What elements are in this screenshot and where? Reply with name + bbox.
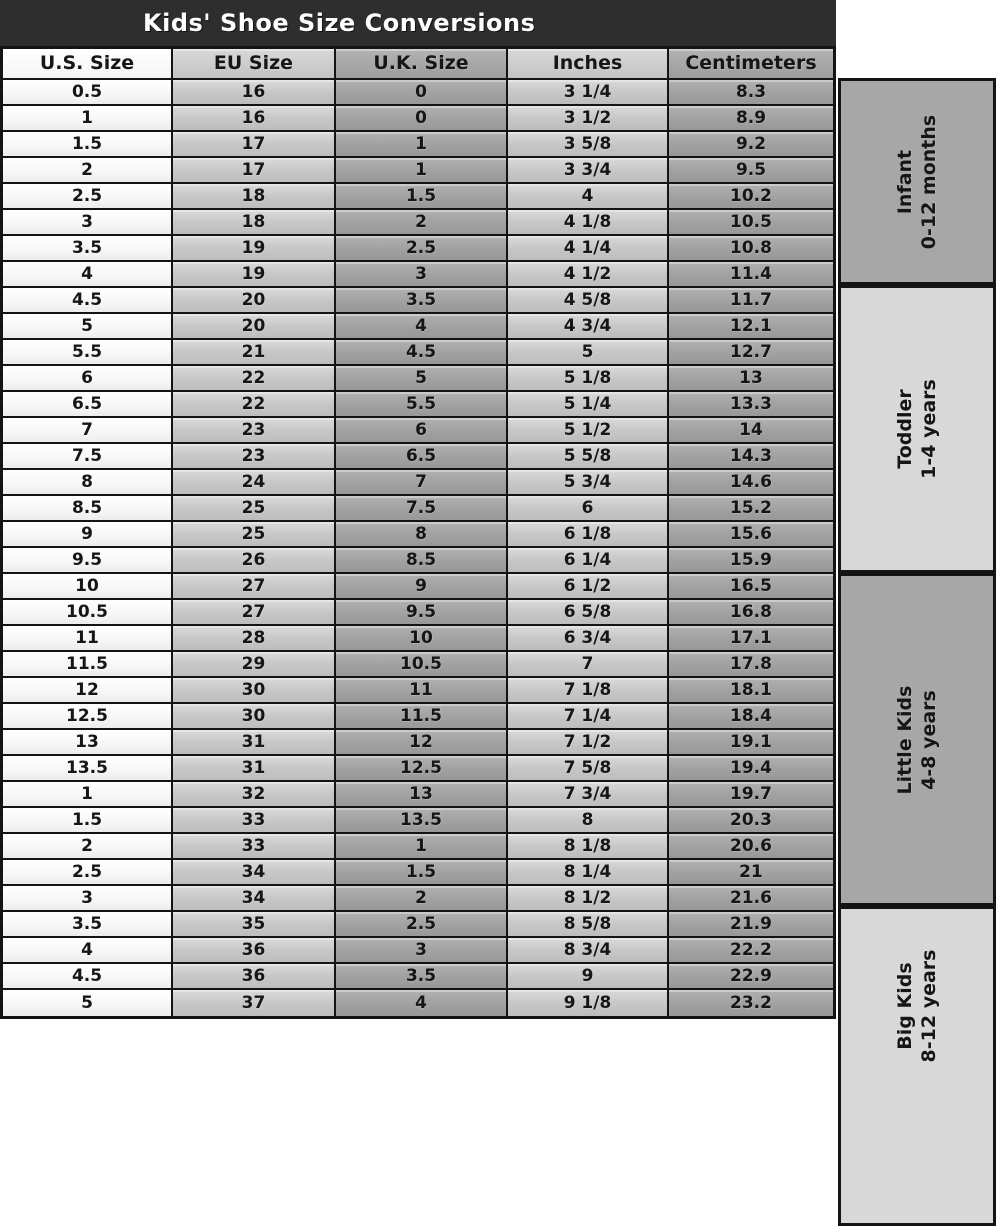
cell-inches: 5 1/4 <box>508 392 669 418</box>
table-row <box>3 444 833 470</box>
cell-eu-size: 19 <box>173 262 336 288</box>
cell-eu-size: 19 <box>173 236 336 262</box>
cell-centimeters: 22.9 <box>669 964 833 990</box>
cell-eu-size: 22 <box>173 366 336 392</box>
cell-uk-size: 4 <box>336 314 508 340</box>
cell-eu-size: 23 <box>173 444 336 470</box>
cell-eu-size: 25 <box>173 496 336 522</box>
cell-eu-size: 36 <box>173 938 336 964</box>
cell-us-size: 4.5 <box>3 288 173 314</box>
cell-eu-size: 21 <box>173 340 336 366</box>
cell-centimeters: 11.4 <box>669 262 833 288</box>
cell-eu-size: 35 <box>173 912 336 938</box>
cell-inches: 4 1/2 <box>508 262 669 288</box>
cell-centimeters: 17.8 <box>669 652 833 678</box>
cell-eu-size: 30 <box>173 704 336 730</box>
cell-eu-size: 37 <box>173 990 336 1016</box>
cell-eu-size: 29 <box>173 652 336 678</box>
age-group-range: 8-12 years <box>918 949 940 1063</box>
cell-centimeters: 12.1 <box>669 314 833 340</box>
table-row <box>3 314 833 340</box>
cell-eu-size: 34 <box>173 886 336 912</box>
cell-us-size: 11.5 <box>3 652 173 678</box>
column-header-eu-size: EU Size <box>173 49 336 80</box>
cell-centimeters: 15.9 <box>669 548 833 574</box>
cell-inches: 5 5/8 <box>508 444 669 470</box>
table-row <box>3 132 833 158</box>
cell-us-size: 11 <box>3 626 173 652</box>
cell-us-size: 6 <box>3 366 173 392</box>
cell-uk-size: 3 <box>336 938 508 964</box>
cell-inches: 8 5/8 <box>508 912 669 938</box>
cell-inches: 9 <box>508 964 669 990</box>
age-group-label <box>893 279 941 579</box>
cell-inches: 6 <box>508 496 669 522</box>
column-header-uk-size: U.K. Size <box>336 49 508 80</box>
table-row <box>3 808 833 834</box>
column-header-inches: Inches <box>508 49 669 80</box>
cell-uk-size: 4 <box>336 990 508 1016</box>
cell-inches: 5 3/4 <box>508 470 669 496</box>
table-row <box>3 964 833 990</box>
cell-inches: 3 1/2 <box>508 106 669 132</box>
cell-eu-size: 18 <box>173 210 336 236</box>
cell-us-size: 12.5 <box>3 704 173 730</box>
cell-uk-size: 13.5 <box>336 808 508 834</box>
cell-centimeters: 21.6 <box>669 886 833 912</box>
cell-us-size: 1.5 <box>3 808 173 834</box>
cell-centimeters: 14.3 <box>669 444 833 470</box>
table-row <box>3 782 833 808</box>
table-row <box>3 210 833 236</box>
cell-eu-size: 17 <box>173 132 336 158</box>
cell-inches: 7 1/2 <box>508 730 669 756</box>
cell-uk-size: 8 <box>336 522 508 548</box>
table-row <box>3 600 833 626</box>
table-row <box>3 496 833 522</box>
cell-inches: 7 1/8 <box>508 678 669 704</box>
cell-us-size: 12 <box>3 678 173 704</box>
cell-centimeters: 19.1 <box>669 730 833 756</box>
table-row <box>3 80 833 106</box>
cell-eu-size: 16 <box>173 80 336 106</box>
cell-eu-size: 20 <box>173 314 336 340</box>
age-group-name: Toddler <box>894 389 916 469</box>
cell-centimeters: 14 <box>669 418 833 444</box>
age-group-infant <box>838 78 996 285</box>
cell-us-size: 9 <box>3 522 173 548</box>
cell-uk-size: 0 <box>336 106 508 132</box>
table-row <box>3 288 833 314</box>
cell-centimeters: 10.5 <box>669 210 833 236</box>
cell-centimeters: 22.2 <box>669 938 833 964</box>
cell-eu-size: 34 <box>173 860 336 886</box>
age-group-range: 4-8 years <box>918 689 940 790</box>
cell-us-size: 8 <box>3 470 173 496</box>
cell-uk-size: 7.5 <box>336 496 508 522</box>
cell-inches: 6 5/8 <box>508 600 669 626</box>
cell-inches: 6 1/2 <box>508 574 669 600</box>
cell-inches: 5 1/2 <box>508 418 669 444</box>
cell-inches: 8 1/8 <box>508 834 669 860</box>
table-row <box>3 158 833 184</box>
cell-centimeters: 9.2 <box>669 132 833 158</box>
table-row <box>3 704 833 730</box>
age-group-panel <box>836 0 1000 1063</box>
cell-us-size: 10.5 <box>3 600 173 626</box>
cell-uk-size: 5.5 <box>336 392 508 418</box>
cell-inches: 8 1/2 <box>508 886 669 912</box>
cell-inches: 7 3/4 <box>508 782 669 808</box>
table-row <box>3 860 833 886</box>
cell-uk-size: 2 <box>336 210 508 236</box>
title-bar <box>0 0 836 46</box>
cell-uk-size: 1 <box>336 158 508 184</box>
cell-eu-size: 31 <box>173 730 336 756</box>
table-row <box>3 392 833 418</box>
cell-uk-size: 5 <box>336 366 508 392</box>
cell-centimeters: 21 <box>669 860 833 886</box>
cell-centimeters: 14.6 <box>669 470 833 496</box>
cell-us-size: 13.5 <box>3 756 173 782</box>
table-row <box>3 184 833 210</box>
cell-centimeters: 23.2 <box>669 990 833 1016</box>
cell-us-size: 3 <box>3 210 173 236</box>
cell-uk-size: 4.5 <box>336 340 508 366</box>
cell-centimeters: 10.2 <box>669 184 833 210</box>
cell-inches: 3 1/4 <box>508 80 669 106</box>
age-group-label <box>893 856 941 1156</box>
cell-eu-size: 25 <box>173 522 336 548</box>
cell-uk-size: 2 <box>336 886 508 912</box>
cell-inches: 8 1/4 <box>508 860 669 886</box>
cell-uk-size: 1 <box>336 132 508 158</box>
cell-uk-size: 11 <box>336 678 508 704</box>
cell-uk-size: 3.5 <box>336 288 508 314</box>
table-row <box>3 340 833 366</box>
cell-uk-size: 10 <box>336 626 508 652</box>
table-row <box>3 652 833 678</box>
cell-uk-size: 7 <box>336 470 508 496</box>
age-group-toddler <box>838 285 996 573</box>
cell-uk-size: 12.5 <box>336 756 508 782</box>
cell-us-size: 6.5 <box>3 392 173 418</box>
cell-eu-size: 27 <box>173 600 336 626</box>
cell-inches: 4 5/8 <box>508 288 669 314</box>
cell-uk-size: 3.5 <box>336 964 508 990</box>
cell-us-size: 4.5 <box>3 964 173 990</box>
cell-uk-size: 2.5 <box>336 236 508 262</box>
cell-centimeters: 20.6 <box>669 834 833 860</box>
cell-uk-size: 8.5 <box>336 548 508 574</box>
cell-us-size: 0.5 <box>3 80 173 106</box>
cell-us-size: 1.5 <box>3 132 173 158</box>
table-row <box>3 106 833 132</box>
cell-us-size: 2.5 <box>3 860 173 886</box>
cell-inches: 4 <box>508 184 669 210</box>
cell-inches: 4 3/4 <box>508 314 669 340</box>
cell-inches: 5 <box>508 340 669 366</box>
cell-centimeters: 8.3 <box>669 80 833 106</box>
cell-inches: 5 1/8 <box>508 366 669 392</box>
cell-uk-size: 1 <box>336 834 508 860</box>
cell-uk-size: 1.5 <box>336 184 508 210</box>
table-row <box>3 990 833 1016</box>
cell-centimeters: 13 <box>669 366 833 392</box>
age-group-name: Big Kids <box>894 962 916 1050</box>
cell-inches: 3 5/8 <box>508 132 669 158</box>
cell-eu-size: 36 <box>173 964 336 990</box>
cell-centimeters: 11.7 <box>669 288 833 314</box>
cell-us-size: 5.5 <box>3 340 173 366</box>
age-group-name: Little Kids <box>894 685 916 794</box>
cell-centimeters: 16.8 <box>669 600 833 626</box>
cell-us-size: 3.5 <box>3 236 173 262</box>
cell-us-size: 1 <box>3 106 173 132</box>
cell-centimeters: 8.9 <box>669 106 833 132</box>
column-header-us-size: U.S. Size <box>3 49 173 80</box>
cell-us-size: 5 <box>3 314 173 340</box>
column-header-centimeters: Centimeters <box>669 49 833 80</box>
table-row <box>3 262 833 288</box>
cell-eu-size: 33 <box>173 808 336 834</box>
table-row <box>3 470 833 496</box>
cell-us-size: 2 <box>3 834 173 860</box>
cell-uk-size: 12 <box>336 730 508 756</box>
table-row <box>3 574 833 600</box>
cell-centimeters: 17.1 <box>669 626 833 652</box>
cell-us-size: 2.5 <box>3 184 173 210</box>
cell-uk-size: 6.5 <box>336 444 508 470</box>
cell-eu-size: 17 <box>173 158 336 184</box>
cell-eu-size: 31 <box>173 756 336 782</box>
cell-uk-size: 2.5 <box>336 912 508 938</box>
cell-centimeters: 19.4 <box>669 756 833 782</box>
cell-eu-size: 33 <box>173 834 336 860</box>
cell-inches: 6 3/4 <box>508 626 669 652</box>
cell-uk-size: 11.5 <box>336 704 508 730</box>
cell-inches: 7 1/4 <box>508 704 669 730</box>
table-row <box>3 938 833 964</box>
age-group-big-kids <box>838 906 996 1226</box>
cell-eu-size: 26 <box>173 548 336 574</box>
cell-us-size: 3.5 <box>3 912 173 938</box>
cell-inches: 7 5/8 <box>508 756 669 782</box>
cell-us-size: 4 <box>3 262 173 288</box>
cell-inches: 4 1/8 <box>508 210 669 236</box>
cell-centimeters: 15.6 <box>669 522 833 548</box>
cell-centimeters: 19.7 <box>669 782 833 808</box>
cell-eu-size: 23 <box>173 418 336 444</box>
cell-us-size: 2 <box>3 158 173 184</box>
table-row <box>3 756 833 782</box>
cell-inches: 9 1/8 <box>508 990 669 1016</box>
cell-inches: 8 <box>508 808 669 834</box>
cell-eu-size: 32 <box>173 782 336 808</box>
table-row <box>3 834 833 860</box>
table-body <box>3 80 833 1016</box>
table-row <box>3 522 833 548</box>
cell-eu-size: 16 <box>173 106 336 132</box>
cell-eu-size: 24 <box>173 470 336 496</box>
age-group-range: 0-12 months <box>918 114 940 249</box>
table-row <box>3 626 833 652</box>
cell-centimeters: 15.2 <box>669 496 833 522</box>
cell-centimeters: 12.7 <box>669 340 833 366</box>
cell-us-size: 8.5 <box>3 496 173 522</box>
cell-eu-size: 22 <box>173 392 336 418</box>
cell-eu-size: 27 <box>173 574 336 600</box>
cell-centimeters: 18.4 <box>669 704 833 730</box>
cell-uk-size: 1.5 <box>336 860 508 886</box>
cell-us-size: 3 <box>3 886 173 912</box>
cell-us-size: 7 <box>3 418 173 444</box>
age-group-range: 1-4 years <box>918 379 940 479</box>
cell-us-size: 10 <box>3 574 173 600</box>
cell-uk-size: 3 <box>336 262 508 288</box>
cell-centimeters: 20.3 <box>669 808 833 834</box>
cell-centimeters: 16.5 <box>669 574 833 600</box>
table-row <box>3 236 833 262</box>
table-row <box>3 418 833 444</box>
cell-inches: 8 3/4 <box>508 938 669 964</box>
cell-centimeters: 18.1 <box>669 678 833 704</box>
conversion-table <box>0 46 836 1019</box>
cell-eu-size: 30 <box>173 678 336 704</box>
cell-eu-size: 20 <box>173 288 336 314</box>
cell-inches: 6 1/8 <box>508 522 669 548</box>
age-group-name: Infant <box>894 149 916 214</box>
cell-centimeters: 9.5 <box>669 158 833 184</box>
cell-inches: 7 <box>508 652 669 678</box>
table-row <box>3 548 833 574</box>
cell-centimeters: 13.3 <box>669 392 833 418</box>
cell-uk-size: 13 <box>336 782 508 808</box>
cell-us-size: 4 <box>3 938 173 964</box>
table-row <box>3 366 833 392</box>
table-row <box>3 886 833 912</box>
cell-inches: 3 3/4 <box>508 158 669 184</box>
cell-us-size: 7.5 <box>3 444 173 470</box>
cell-centimeters: 21.9 <box>669 912 833 938</box>
table-row <box>3 912 833 938</box>
cell-eu-size: 28 <box>173 626 336 652</box>
table-row <box>3 678 833 704</box>
cell-uk-size: 10.5 <box>336 652 508 678</box>
age-group-label <box>893 590 941 890</box>
page-title: Kids' Shoe Size Conversions <box>143 9 536 37</box>
cell-us-size: 9.5 <box>3 548 173 574</box>
cell-eu-size: 18 <box>173 184 336 210</box>
table-header-row <box>3 49 833 80</box>
cell-uk-size: 9 <box>336 574 508 600</box>
cell-uk-size: 0 <box>336 80 508 106</box>
cell-inches: 4 1/4 <box>508 236 669 262</box>
cell-inches: 6 1/4 <box>508 548 669 574</box>
cell-us-size: 13 <box>3 730 173 756</box>
cell-centimeters: 10.8 <box>669 236 833 262</box>
cell-uk-size: 9.5 <box>336 600 508 626</box>
cell-us-size: 5 <box>3 990 173 1016</box>
table-row <box>3 730 833 756</box>
cell-uk-size: 6 <box>336 418 508 444</box>
cell-us-size: 1 <box>3 782 173 808</box>
